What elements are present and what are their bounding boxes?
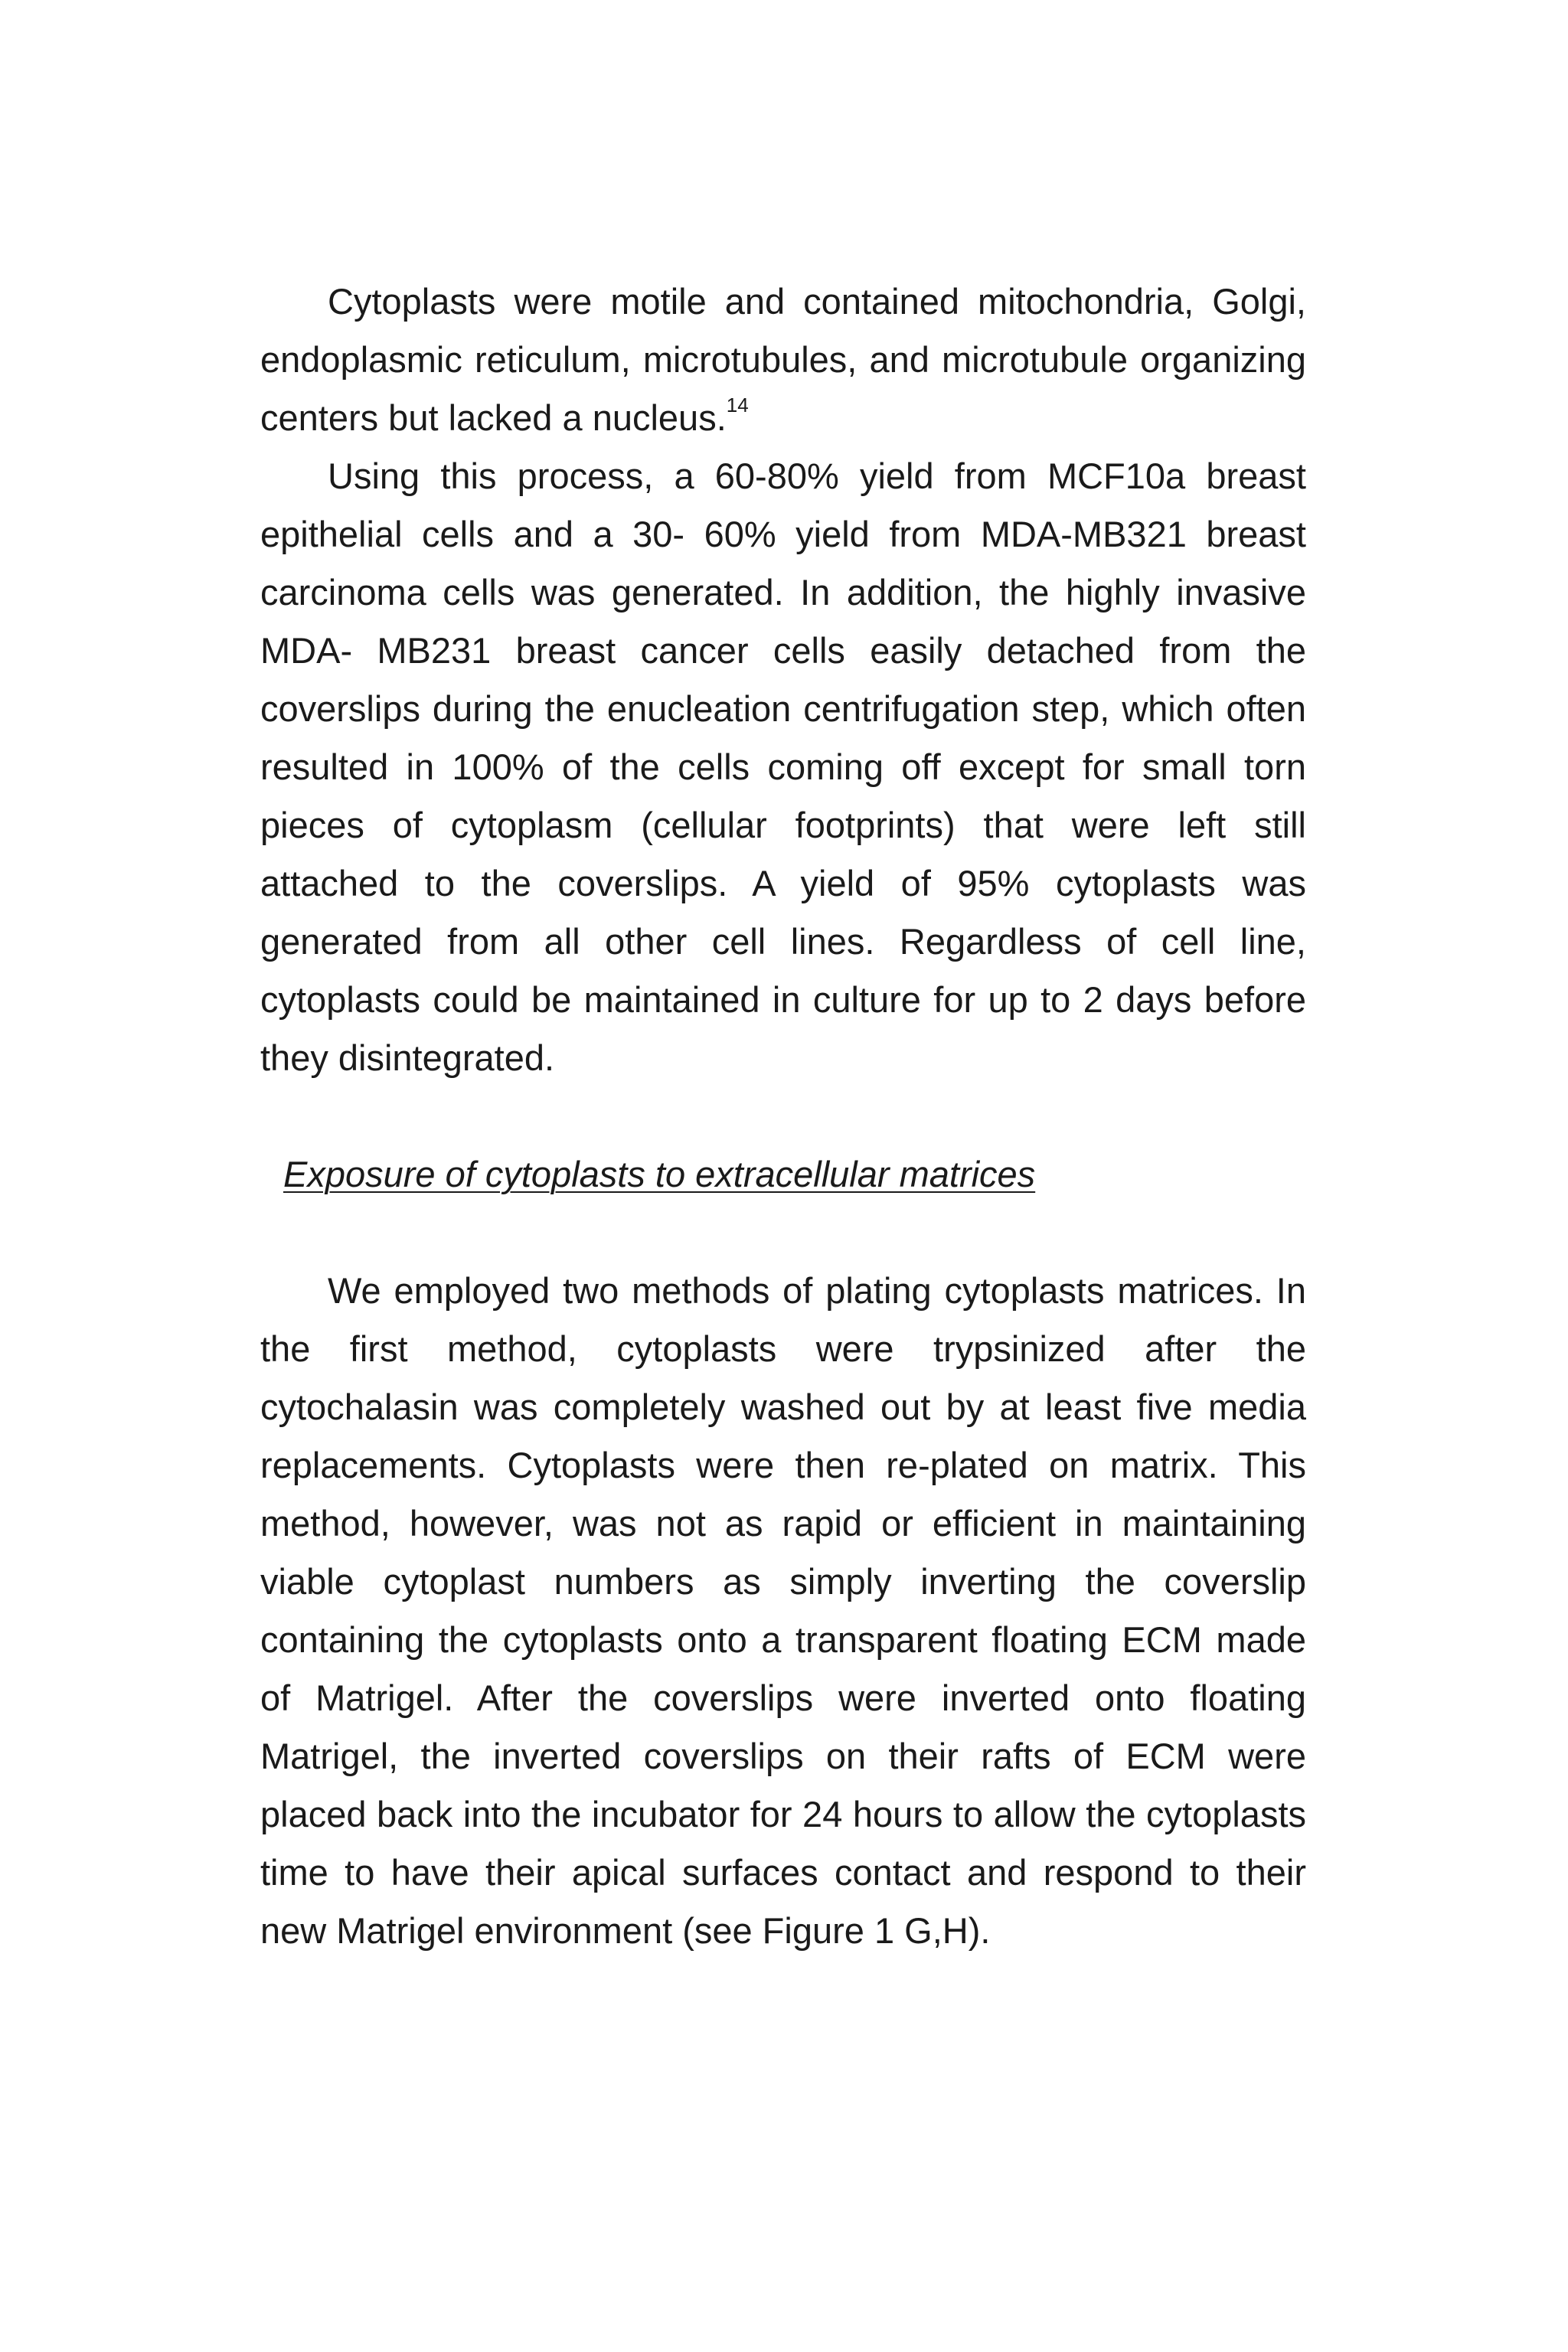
section-heading: Exposure of cytoplasts to extracellular matrices bbox=[283, 1154, 1036, 1194]
paragraph-plating-methods: We employed two methods of plating cytoplasts matrices. In the first method, cytoplasts were trypsinized after the cytochalasin was completely washed out by at least five media replacements. Cytoplasts were then re-plated on matrix. This method, however, was not as rapid or efficient in maintaining viable cytoplast numbers as simply inverting the coverslip containing the cytoplasts onto a transparent floating ECM made of Matrigel. After the coverslips were inverted onto floating Matrigel, the inverted coverslips on their rafts of ECM were placed back into the incubator for 24 hours to allow the cytoplasts time to have their apical surfaces contact and respond to their new Matrigel environment (see Figure 1 G,H). bbox=[260, 1270, 1306, 1951]
citation-superscript: 14 bbox=[726, 394, 749, 416]
paragraph-text: Cytoplasts were motile and contained mitochondria, Golgi, endoplasmic reticulum, microtubules, and microtubule organizing centers but lacked a nucleus. bbox=[260, 281, 1306, 438]
spacer bbox=[260, 1204, 1306, 1262]
paragraph-yield-results: Using this process, a 60-80% yield from MCF10a breast epithelial cells and a 30- 60% yield from MDA-MB321 breast carcinoma cells was generated. In addition, the highly invasive MDA- MB231 breast cancer cells easily detached from the coverslips during the enucleation centrifugation step, which often resulted in 100% of the cells coming off except for small torn pieces of cytoplasm (cellular footprints) that were left still attached to the coverslips. A yield of 95% cytoplasts was generated from all other cell lines. Regardless of cell line, cytoplasts could be maintained in culture for up to 2 days before they disintegrated. bbox=[260, 456, 1306, 1078]
document-page bbox=[260, 273, 1306, 1960]
paragraph-cytoplast-organelles bbox=[260, 273, 1306, 447]
spacer bbox=[260, 1087, 1306, 1145]
